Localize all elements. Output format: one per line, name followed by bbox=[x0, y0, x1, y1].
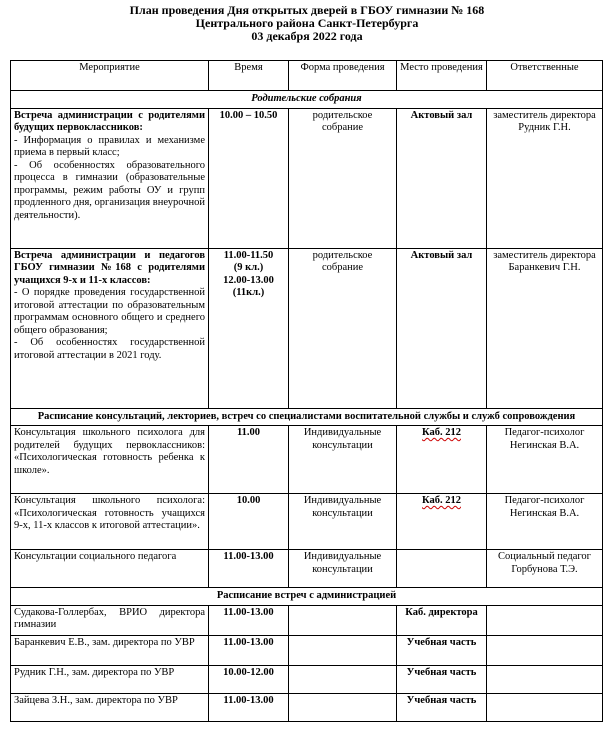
responsible-cell: заместитель директора Рудник Г.Н. bbox=[487, 108, 603, 248]
time-value: 11.00-11.50 bbox=[223, 249, 274, 261]
responsible-text: Педагог-психолог Негинская В.А. bbox=[504, 495, 585, 519]
person-cell: Баранкевич Е.В., зам. директора по УВР bbox=[11, 635, 209, 665]
person-cell: Рудник Г.Н., зам. директора по УВР bbox=[11, 665, 209, 693]
event-title: Встреча администрации и педагогов ГБОУ гимназии №168 с родителями учащихся 9-х и 11-х классов: bbox=[14, 249, 205, 286]
place-cell: Актовый зал bbox=[397, 248, 487, 408]
person-cell: Судакова-Голлербах, ВРИО директора гимназии bbox=[11, 605, 209, 635]
table-row bbox=[11, 426, 603, 494]
form-cell: Индивидуальные консультации bbox=[289, 494, 397, 550]
title-line-3: 03 декабря 2022 года bbox=[251, 29, 363, 43]
schedule-table bbox=[10, 60, 603, 722]
responsible-cell bbox=[487, 248, 603, 408]
table-header-row bbox=[11, 61, 603, 91]
responsible-cell bbox=[487, 635, 603, 665]
time-value: 12.00-13.00 bbox=[223, 274, 274, 286]
responsible-cell bbox=[487, 494, 603, 550]
form-cell: родительское собрание bbox=[289, 108, 397, 248]
form-cell bbox=[289, 605, 397, 635]
title-line-1: План проведения Дня открытых дверей в ГБОУ гимназии № 168 bbox=[129, 3, 485, 17]
table-row bbox=[11, 665, 603, 693]
responsible-cell bbox=[487, 693, 603, 721]
responsible-cell bbox=[487, 426, 603, 494]
time-cell: 10.00 bbox=[209, 494, 289, 550]
table-row bbox=[11, 635, 603, 665]
form-cell bbox=[289, 693, 397, 721]
form-cell: родительское собрание bbox=[289, 248, 397, 408]
table-row bbox=[11, 248, 603, 408]
place-cell: Учебная часть bbox=[397, 693, 487, 721]
table-row bbox=[11, 693, 603, 721]
place-cell: Учебная часть bbox=[397, 635, 487, 665]
col-header-form: Форма проведения bbox=[289, 61, 397, 91]
section-consultations: Расписание консультаций, лекториев, встреч со специалистами воспитательной службы и служб сопровождения bbox=[11, 408, 603, 426]
event-cell: Консультации социального педагога bbox=[11, 550, 209, 588]
time-cell: 11.00-13.00 bbox=[209, 605, 289, 635]
responsible-cell bbox=[487, 665, 603, 693]
section-parents: Родительские собрания bbox=[11, 91, 603, 109]
event-cell bbox=[11, 108, 209, 248]
person-cell: Зайцева З.Н., зам. директора по УВР bbox=[11, 693, 209, 721]
place-cell: Учебная часть bbox=[397, 665, 487, 693]
event-point: - Об особенностях образовательного процесса в гимназии (образовательные программы, режим работы ОУ и групп продленного дня, организация внеурочной деятельности). bbox=[14, 159, 205, 221]
event-point: - О порядке проведения государственной итоговой аттестации по образовательным программам основного общего и среднего общего образования; bbox=[14, 287, 205, 336]
event-point: - Информация о правилах и механизме приема в первый класс; bbox=[14, 134, 205, 158]
event-cell: Консультация школьного психолога: «Психологическая готовность учащихся 9-х, 11-х классов к итоговой аттестации». bbox=[11, 494, 209, 550]
time-cell: 11.00-13.00 bbox=[209, 550, 289, 588]
event-point: - Об особенностях государственной итоговой аттестации в 2021 году. bbox=[14, 337, 205, 361]
form-cell: Индивидуальные консультации bbox=[289, 426, 397, 494]
time-note: (11кл.) bbox=[232, 287, 265, 298]
table-row bbox=[11, 108, 603, 248]
section-admin: Расписание встреч с администрацией bbox=[11, 588, 603, 606]
place-cell bbox=[397, 550, 487, 588]
col-header-event: Мероприятие bbox=[11, 61, 209, 91]
col-header-time: Время bbox=[209, 61, 289, 91]
responsible-text: Педагог-психолог Негинская В.А. bbox=[504, 427, 585, 451]
responsible-cell: Социальный педагог Горбунова Т.Э. bbox=[487, 550, 603, 588]
place-cell bbox=[397, 494, 487, 550]
event-cell: Консультация школьного психолога для родителей будущих первоклассников: «Психологическая готовность ребенка к школе». bbox=[11, 426, 209, 494]
time-cell: 11.00 bbox=[209, 426, 289, 494]
table-row bbox=[11, 550, 603, 588]
title-line-2: Центрального района Санкт-Петербурга bbox=[195, 16, 419, 30]
time-cell bbox=[209, 248, 289, 408]
place-cell bbox=[397, 426, 487, 494]
event-title: Встреча администрации с родителями будущих первоклассников: bbox=[14, 109, 205, 133]
responsible-cell bbox=[487, 605, 603, 635]
form-cell bbox=[289, 635, 397, 665]
form-cell bbox=[289, 665, 397, 693]
section-row bbox=[11, 91, 603, 109]
place-text: Каб. 212 bbox=[422, 427, 461, 438]
section-row bbox=[11, 408, 603, 426]
section-row bbox=[11, 588, 603, 606]
place-cell: Каб. директора bbox=[397, 605, 487, 635]
event-cell bbox=[11, 248, 209, 408]
responsible-text: заместитель директора Баранкевич Г.Н. bbox=[493, 249, 596, 273]
col-header-responsible: Ответственные bbox=[487, 61, 603, 91]
place-cell: Актовый зал bbox=[397, 108, 487, 248]
time-cell: 10.00 – 10.50 bbox=[209, 108, 289, 248]
col-header-place: Место проведения bbox=[397, 61, 487, 91]
time-cell: 10.00-12.00 bbox=[209, 665, 289, 693]
place-text: Каб. 212 bbox=[422, 495, 461, 506]
table-row bbox=[11, 494, 603, 550]
time-cell: 11.00-13.00 bbox=[209, 693, 289, 721]
time-note: (9 кл.) bbox=[233, 262, 264, 273]
time-cell: 11.00-13.00 bbox=[209, 635, 289, 665]
table-row bbox=[11, 605, 603, 635]
document-title bbox=[0, 0, 614, 43]
form-cell: Индивидуальные консультации bbox=[289, 550, 397, 588]
